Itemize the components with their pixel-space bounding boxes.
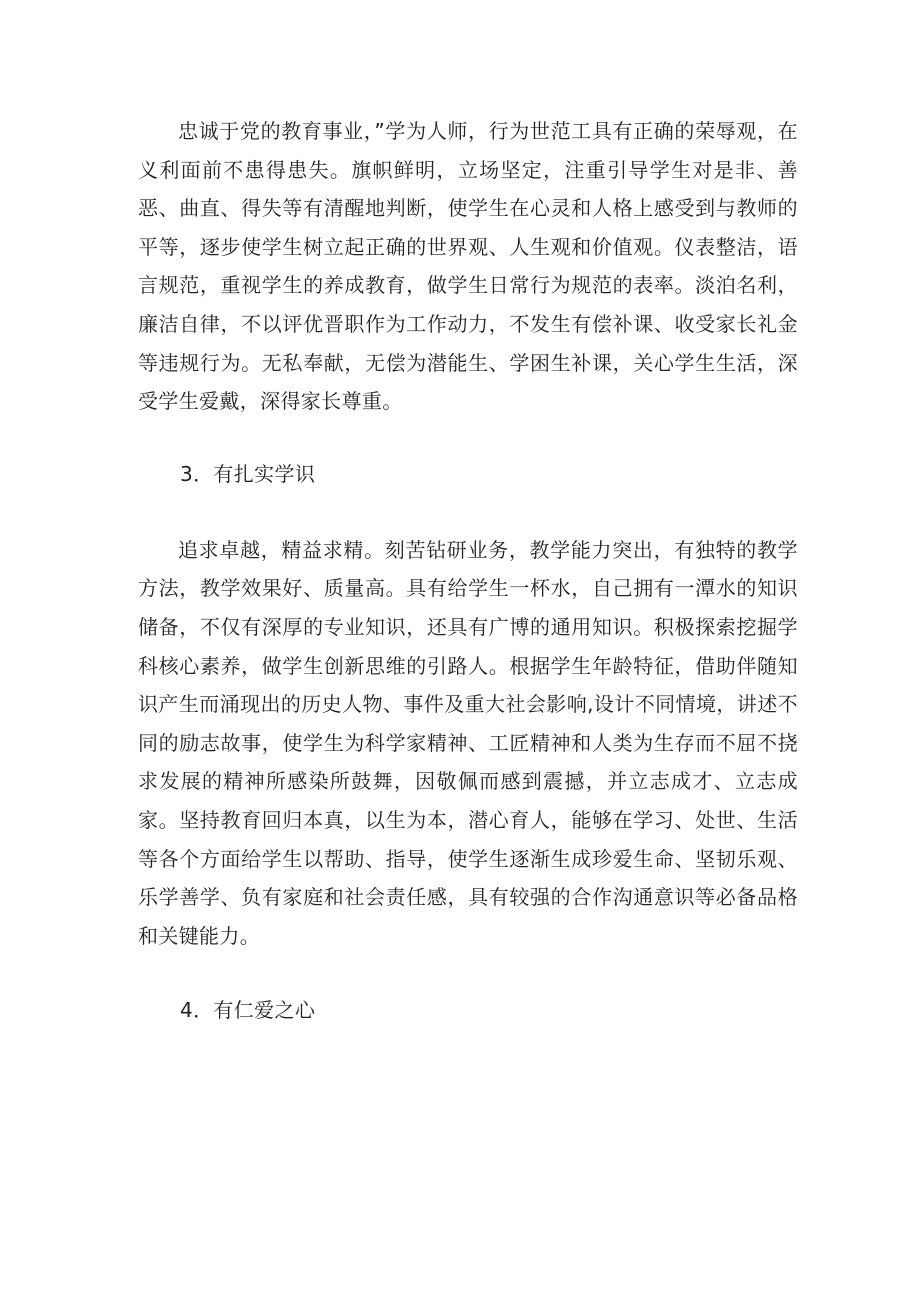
section-heading-solid-knowledge: 3．有扎实学识 xyxy=(180,461,316,486)
paragraph-loyalty: 忠诚于党的教育事业，”学为人师，行为世范工具有正确的荣辱观，在义利面前不患得患失。旗帜鲜明，立场坚定，注重引导学生对是非、善恶、曲直、得失等有清醒地判断，使学生在心灵和人格上感受到与教师的平等，逐步使学生树立起正确的世界观、人生观和价值观。仪表整洁，语言规范，重视学生的养成教育，做学生日常行为规范的表率。淡泊名利，廉洁自律，不以评优晋职作为工作动力，不发生有偿补课、收受家长礼金等违规行为。无私奉献，无偿为潜能生、学困生补课，关心学生生活，深受学生爱戴，深得家长尊重。 xyxy=(138,119,798,414)
paragraph-excellence: 追求卓越，精益求精。刻苦钻研业务，教学能力突出，有独特的教学方法，教学效果好、质量高。具有给学生一杯水，自己拥有一潭水的知识储备，不仅有深厚的专业知识，还具有广博的通用知识。积极探索挖掘学科核心素养，做学生创新思维的引路人。根据学生年龄特征，借助伴随知识产生而涌现出的历史人物、事件及重大社会影响,设计不同情境，讲述不同的励志故事，使学生为科学家精神、工匠精神和人类为生存而不屈不挠求发展的精神所感染所鼓舞，因敬佩而感到震撼，并立志成才、立志成家。坚持教育回归本真，以生为本，潜心育人，能够在学习、处世、生活等各个方面给学生以帮助、指导，使学生逐渐生成珍爱生命、坚韧乐观、乐学善学、负有家庭和社会责任感，具有较强的合作沟通意识等必备品格和关键能力。 xyxy=(138,537,798,948)
section-heading-benevolence: 4．有仁爱之心 xyxy=(180,998,316,1023)
document-body xyxy=(138,112,798,1029)
